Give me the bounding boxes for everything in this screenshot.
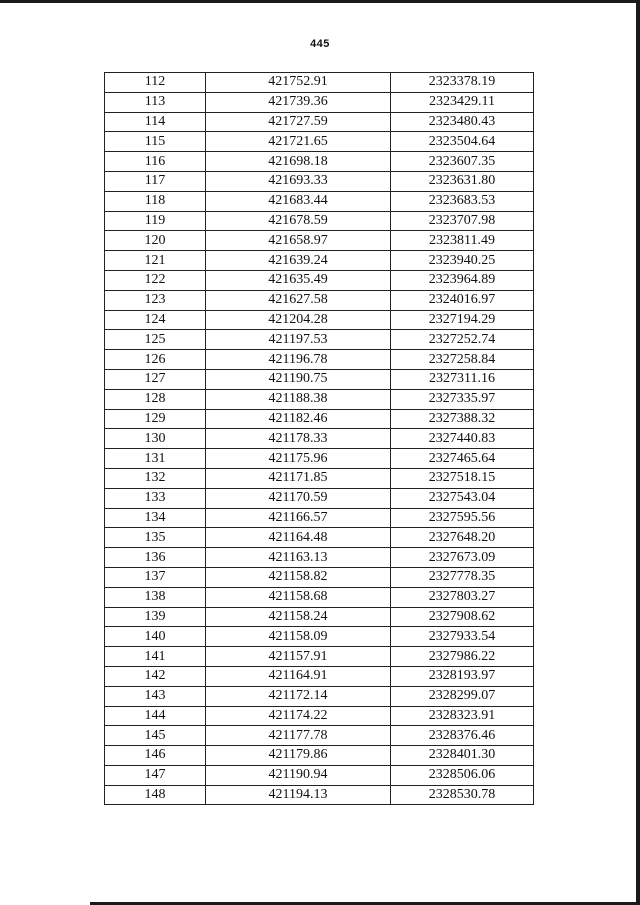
table-row bbox=[105, 567, 534, 587]
scan-border-right bbox=[636, 0, 640, 905]
x-coordinate-cell: 421163.13 bbox=[206, 548, 391, 568]
x-coordinate-cell: 421171.85 bbox=[206, 468, 391, 488]
y-coordinate-cell: 2328506.06 bbox=[391, 765, 534, 785]
x-coordinate-cell: 421693.33 bbox=[206, 171, 391, 191]
y-coordinate-cell: 2327194.29 bbox=[391, 310, 534, 330]
y-coordinate-cell: 2327518.15 bbox=[391, 468, 534, 488]
y-coordinate-cell: 2327258.84 bbox=[391, 350, 534, 370]
table-row bbox=[105, 152, 534, 172]
point-number-cell: 139 bbox=[105, 607, 206, 627]
point-number-cell: 146 bbox=[105, 746, 206, 766]
point-number-cell: 138 bbox=[105, 587, 206, 607]
point-number-cell: 129 bbox=[105, 409, 206, 429]
coordinate-table-body bbox=[105, 73, 534, 805]
y-coordinate-cell: 2328401.30 bbox=[391, 746, 534, 766]
point-number-cell: 134 bbox=[105, 508, 206, 528]
table-row bbox=[105, 73, 534, 93]
table-row bbox=[105, 330, 534, 350]
x-coordinate-cell: 421190.75 bbox=[206, 369, 391, 389]
x-coordinate-cell: 421739.36 bbox=[206, 92, 391, 112]
y-coordinate-cell: 2323607.35 bbox=[391, 152, 534, 172]
x-coordinate-cell: 421157.91 bbox=[206, 647, 391, 667]
point-number-cell: 118 bbox=[105, 191, 206, 211]
page-number: 445 bbox=[310, 38, 330, 50]
x-coordinate-cell: 421174.22 bbox=[206, 706, 391, 726]
x-coordinate-cell: 421158.68 bbox=[206, 587, 391, 607]
x-coordinate-cell: 421170.59 bbox=[206, 488, 391, 508]
y-coordinate-cell: 2327311.16 bbox=[391, 369, 534, 389]
x-coordinate-cell: 421204.28 bbox=[206, 310, 391, 330]
x-coordinate-cell: 421166.57 bbox=[206, 508, 391, 528]
table-row bbox=[105, 548, 534, 568]
point-number-cell: 141 bbox=[105, 647, 206, 667]
x-coordinate-cell: 421627.58 bbox=[206, 290, 391, 310]
y-coordinate-cell: 2327673.09 bbox=[391, 548, 534, 568]
point-number-cell: 119 bbox=[105, 211, 206, 231]
x-coordinate-cell: 421698.18 bbox=[206, 152, 391, 172]
point-number-cell: 125 bbox=[105, 330, 206, 350]
point-number-cell: 128 bbox=[105, 389, 206, 409]
point-number-cell: 132 bbox=[105, 468, 206, 488]
y-coordinate-cell: 2323378.19 bbox=[391, 73, 534, 93]
y-coordinate-cell: 2328299.07 bbox=[391, 686, 534, 706]
y-coordinate-cell: 2323707.98 bbox=[391, 211, 534, 231]
x-coordinate-cell: 421188.38 bbox=[206, 389, 391, 409]
point-number-cell: 123 bbox=[105, 290, 206, 310]
x-coordinate-cell: 421158.82 bbox=[206, 567, 391, 587]
y-coordinate-cell: 2328376.46 bbox=[391, 726, 534, 746]
x-coordinate-cell: 421182.46 bbox=[206, 409, 391, 429]
x-coordinate-cell: 421635.49 bbox=[206, 270, 391, 290]
point-number-cell: 122 bbox=[105, 270, 206, 290]
table-row bbox=[105, 627, 534, 647]
table-row bbox=[105, 389, 534, 409]
y-coordinate-cell: 2327933.54 bbox=[391, 627, 534, 647]
y-coordinate-cell: 2328530.78 bbox=[391, 785, 534, 805]
table-row bbox=[105, 132, 534, 152]
table-row bbox=[105, 726, 534, 746]
point-number-cell: 127 bbox=[105, 369, 206, 389]
y-coordinate-cell: 2327252.74 bbox=[391, 330, 534, 350]
table-row bbox=[105, 666, 534, 686]
y-coordinate-cell: 2327465.64 bbox=[391, 449, 534, 469]
point-number-cell: 140 bbox=[105, 627, 206, 647]
y-coordinate-cell: 2328193.97 bbox=[391, 666, 534, 686]
y-coordinate-cell: 2323429.11 bbox=[391, 92, 534, 112]
y-coordinate-cell: 2323811.49 bbox=[391, 231, 534, 251]
x-coordinate-cell: 421196.78 bbox=[206, 350, 391, 370]
point-number-cell: 142 bbox=[105, 666, 206, 686]
table-row bbox=[105, 765, 534, 785]
point-number-cell: 117 bbox=[105, 171, 206, 191]
table-row bbox=[105, 270, 534, 290]
x-coordinate-cell: 421179.86 bbox=[206, 746, 391, 766]
table-row bbox=[105, 528, 534, 548]
table-row bbox=[105, 369, 534, 389]
y-coordinate-cell: 2327803.27 bbox=[391, 587, 534, 607]
point-number-cell: 135 bbox=[105, 528, 206, 548]
table-row bbox=[105, 211, 534, 231]
x-coordinate-cell: 421197.53 bbox=[206, 330, 391, 350]
table-row bbox=[105, 468, 534, 488]
y-coordinate-cell: 2323631.80 bbox=[391, 171, 534, 191]
y-coordinate-cell: 2323504.64 bbox=[391, 132, 534, 152]
point-number-cell: 144 bbox=[105, 706, 206, 726]
y-coordinate-cell: 2324016.97 bbox=[391, 290, 534, 310]
point-number-cell: 114 bbox=[105, 112, 206, 132]
y-coordinate-cell: 2327335.97 bbox=[391, 389, 534, 409]
y-coordinate-cell: 2323683.53 bbox=[391, 191, 534, 211]
point-number-cell: 130 bbox=[105, 429, 206, 449]
y-coordinate-cell: 2327986.22 bbox=[391, 647, 534, 667]
x-coordinate-cell: 421678.59 bbox=[206, 211, 391, 231]
point-number-cell: 115 bbox=[105, 132, 206, 152]
x-coordinate-cell: 421683.44 bbox=[206, 191, 391, 211]
point-number-cell: 133 bbox=[105, 488, 206, 508]
y-coordinate-cell: 2323964.89 bbox=[391, 270, 534, 290]
table-row bbox=[105, 191, 534, 211]
point-number-cell: 126 bbox=[105, 350, 206, 370]
point-number-cell: 120 bbox=[105, 231, 206, 251]
x-coordinate-cell: 421164.91 bbox=[206, 666, 391, 686]
x-coordinate-cell: 421175.96 bbox=[206, 449, 391, 469]
y-coordinate-cell: 2327440.83 bbox=[391, 429, 534, 449]
y-coordinate-cell: 2323480.43 bbox=[391, 112, 534, 132]
table-row bbox=[105, 785, 534, 805]
table-row bbox=[105, 449, 534, 469]
x-coordinate-cell: 421158.09 bbox=[206, 627, 391, 647]
table-row bbox=[105, 508, 534, 528]
y-coordinate-cell: 2328323.91 bbox=[391, 706, 534, 726]
scan-border-top bbox=[0, 0, 640, 3]
point-number-cell: 148 bbox=[105, 785, 206, 805]
coordinate-table bbox=[104, 72, 534, 805]
point-number-cell: 145 bbox=[105, 726, 206, 746]
x-coordinate-cell: 421194.13 bbox=[206, 785, 391, 805]
table-row bbox=[105, 429, 534, 449]
point-number-cell: 137 bbox=[105, 567, 206, 587]
x-coordinate-cell: 421727.59 bbox=[206, 112, 391, 132]
table-row bbox=[105, 92, 534, 112]
point-number-cell: 124 bbox=[105, 310, 206, 330]
point-number-cell: 143 bbox=[105, 686, 206, 706]
point-number-cell: 113 bbox=[105, 92, 206, 112]
table-row bbox=[105, 310, 534, 330]
y-coordinate-cell: 2327595.56 bbox=[391, 508, 534, 528]
x-coordinate-cell: 421752.91 bbox=[206, 73, 391, 93]
x-coordinate-cell: 421190.94 bbox=[206, 765, 391, 785]
point-number-cell: 147 bbox=[105, 765, 206, 785]
y-coordinate-cell: 2327778.35 bbox=[391, 567, 534, 587]
x-coordinate-cell: 421658.97 bbox=[206, 231, 391, 251]
table-row bbox=[105, 647, 534, 667]
table-row bbox=[105, 350, 534, 370]
table-row bbox=[105, 290, 534, 310]
table-row bbox=[105, 607, 534, 627]
x-coordinate-cell: 421164.48 bbox=[206, 528, 391, 548]
table-row bbox=[105, 706, 534, 726]
point-number-cell: 131 bbox=[105, 449, 206, 469]
table-row bbox=[105, 112, 534, 132]
table-row bbox=[105, 171, 534, 191]
table-row bbox=[105, 488, 534, 508]
y-coordinate-cell: 2323940.25 bbox=[391, 251, 534, 271]
table-row bbox=[105, 686, 534, 706]
point-number-cell: 136 bbox=[105, 548, 206, 568]
point-number-cell: 112 bbox=[105, 73, 206, 93]
x-coordinate-cell: 421178.33 bbox=[206, 429, 391, 449]
y-coordinate-cell: 2327543.04 bbox=[391, 488, 534, 508]
point-number-cell: 116 bbox=[105, 152, 206, 172]
table-row bbox=[105, 251, 534, 271]
point-number-cell: 121 bbox=[105, 251, 206, 271]
x-coordinate-cell: 421177.78 bbox=[206, 726, 391, 746]
y-coordinate-cell: 2327908.62 bbox=[391, 607, 534, 627]
x-coordinate-cell: 421172.14 bbox=[206, 686, 391, 706]
y-coordinate-cell: 2327648.20 bbox=[391, 528, 534, 548]
table-row bbox=[105, 409, 534, 429]
x-coordinate-cell: 421158.24 bbox=[206, 607, 391, 627]
table-row bbox=[105, 587, 534, 607]
table-row bbox=[105, 231, 534, 251]
y-coordinate-cell: 2327388.32 bbox=[391, 409, 534, 429]
x-coordinate-cell: 421721.65 bbox=[206, 132, 391, 152]
table-row bbox=[105, 746, 534, 766]
x-coordinate-cell: 421639.24 bbox=[206, 251, 391, 271]
